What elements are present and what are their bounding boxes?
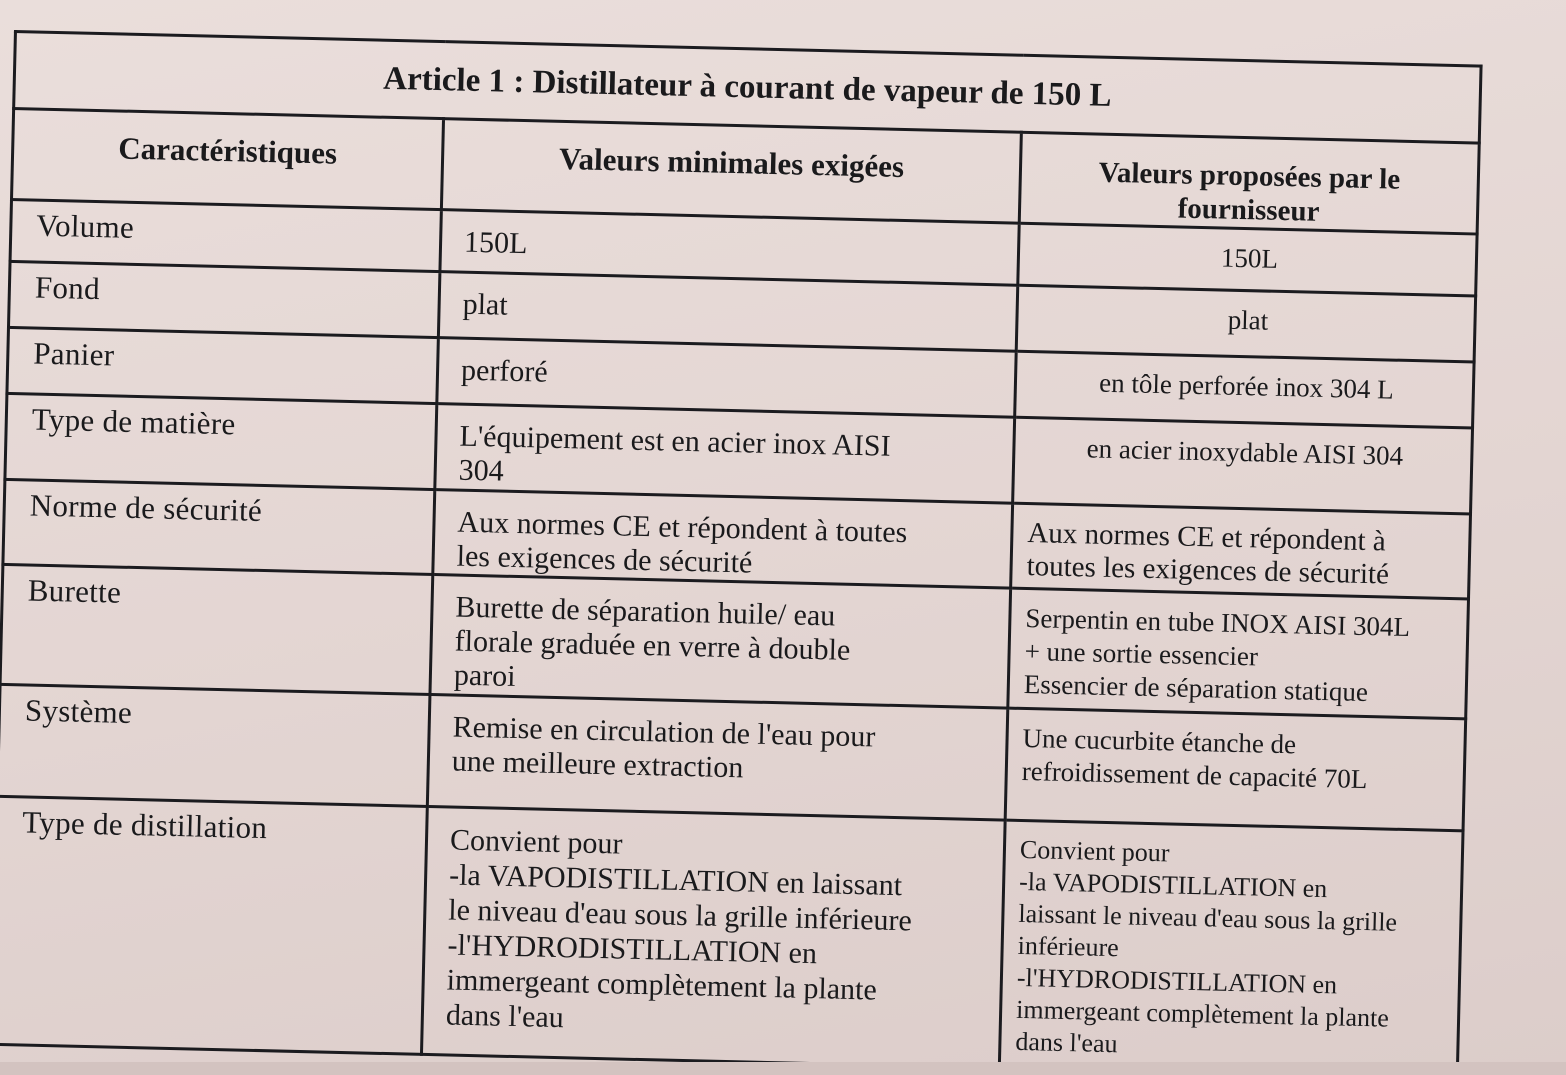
value-line: immergeant complètement la plante (1015, 994, 1390, 1033)
proposed-value-panier (1015, 351, 1474, 428)
value-line: Burette de séparation huile/ eau (455, 590, 836, 633)
header-minimum-values-label: Valeurs minimales exigées (558, 140, 905, 185)
row-label-norme-de-securite: Norme de sécurité (3, 479, 435, 574)
page-bottom-edge (0, 1062, 1566, 1075)
row-label-type-de-distillation: Type de distillation (0, 796, 427, 1054)
value-line: Remise en circulation de l'eau pour (452, 710, 876, 754)
value-line: Aux normes CE et répondent à toutes (457, 505, 908, 550)
value-line: immergeant complètement la plante (446, 963, 878, 1007)
value-line: L'équipement est en acier inox AISI (459, 419, 891, 463)
minimum-value-type-de-matiere (435, 404, 1015, 504)
proposed-value-type-de-matiere (1013, 417, 1473, 514)
header-proposed-line1: Valeurs proposées par le (1098, 156, 1401, 196)
proposed-value-systeme (1005, 708, 1466, 831)
value-line: le niveau d'eau sous la grille inférieure (447, 893, 913, 938)
value-line: -la VAPODISTILLATION en (1018, 866, 1328, 904)
row-label-type-de-matiere: Type de matière (5, 393, 437, 489)
value-line: Convient pour (1019, 834, 1170, 868)
table-row (0, 796, 1463, 1075)
value-line: Aux normes CE et répondent à (1027, 517, 1387, 558)
value-line: refroidissement de capacité 70L (1021, 755, 1368, 795)
value-line: les exigences de sécurité (456, 539, 753, 580)
header-characteristics-label: Caractéristiques (117, 130, 338, 171)
value-line: paroi (453, 658, 516, 693)
row-label-volume: Volume (10, 199, 441, 271)
value-line: Une cucurbite étanche de (1022, 722, 1297, 760)
proposed-value-fond (1016, 285, 1475, 362)
row-label-panier: Panier (7, 327, 438, 403)
proposed-value-volume (1018, 223, 1477, 296)
row-label-systeme: Système (0, 684, 430, 806)
value-line: laissant le niveau d'eau sous la grille (1018, 898, 1398, 937)
article-title: Article 1 : Distillateur à courant de vapeur de 150 L (14, 32, 1481, 144)
row-label-fond: Fond (8, 261, 439, 337)
proposed-value-norme-de-securite (1011, 503, 1471, 599)
value-line: dans l'eau (445, 998, 565, 1035)
spec-sheet (0, 30, 1480, 1075)
header-minimum-values (441, 119, 1021, 224)
value-line: + une sortie essencier (1024, 635, 1259, 672)
value-line: -l'HYDRODISTILLATION en (1016, 962, 1338, 1000)
value-line: dans l'eau (1015, 1026, 1118, 1059)
value-line: plat (1227, 304, 1269, 336)
proposed-value-burette (1008, 588, 1469, 719)
specification-table (0, 30, 1483, 1075)
value-line: Essencier de séparation statique (1023, 668, 1369, 708)
header-proposed-line2: fournisseur (1177, 192, 1320, 228)
header-characteristics (12, 109, 444, 210)
value-line: -l'HYDRODISTILLATION en (447, 928, 818, 971)
value-line: 150L (463, 225, 528, 261)
value-line: florale graduée en verre à double (454, 624, 851, 667)
minimum-value-type-de-distillation (421, 806, 1005, 1068)
proposed-value-type-de-distillation (999, 820, 1463, 1075)
value-line: en acier inoxydable AISI 304 (1086, 433, 1404, 471)
value-line: en tôle perforée inox 304 L (1098, 367, 1395, 405)
minimum-value-burette (430, 575, 1011, 709)
value-line: une meilleure extraction (451, 744, 744, 785)
header-proposed-values (1019, 132, 1479, 234)
value-line: toutes les exigences de sécurité (1026, 550, 1390, 591)
row-label-burette: Burette (0, 564, 433, 694)
minimum-value-systeme (427, 694, 1007, 820)
header-proposed-values-label (1021, 134, 1478, 233)
value-line: plat (462, 287, 509, 322)
value-line: Convient pour (449, 823, 623, 861)
value-line: 150L (1220, 242, 1279, 274)
minimum-value-norme-de-securite (433, 490, 1013, 589)
value-line: -la VAPODISTILLATION en laissant (448, 858, 903, 903)
value-line: 304 (458, 453, 505, 488)
value-line: perforé (460, 353, 549, 389)
value-line: Serpentin en tube INOX AISI 304L (1025, 602, 1411, 643)
value-line: inférieure (1017, 930, 1120, 963)
